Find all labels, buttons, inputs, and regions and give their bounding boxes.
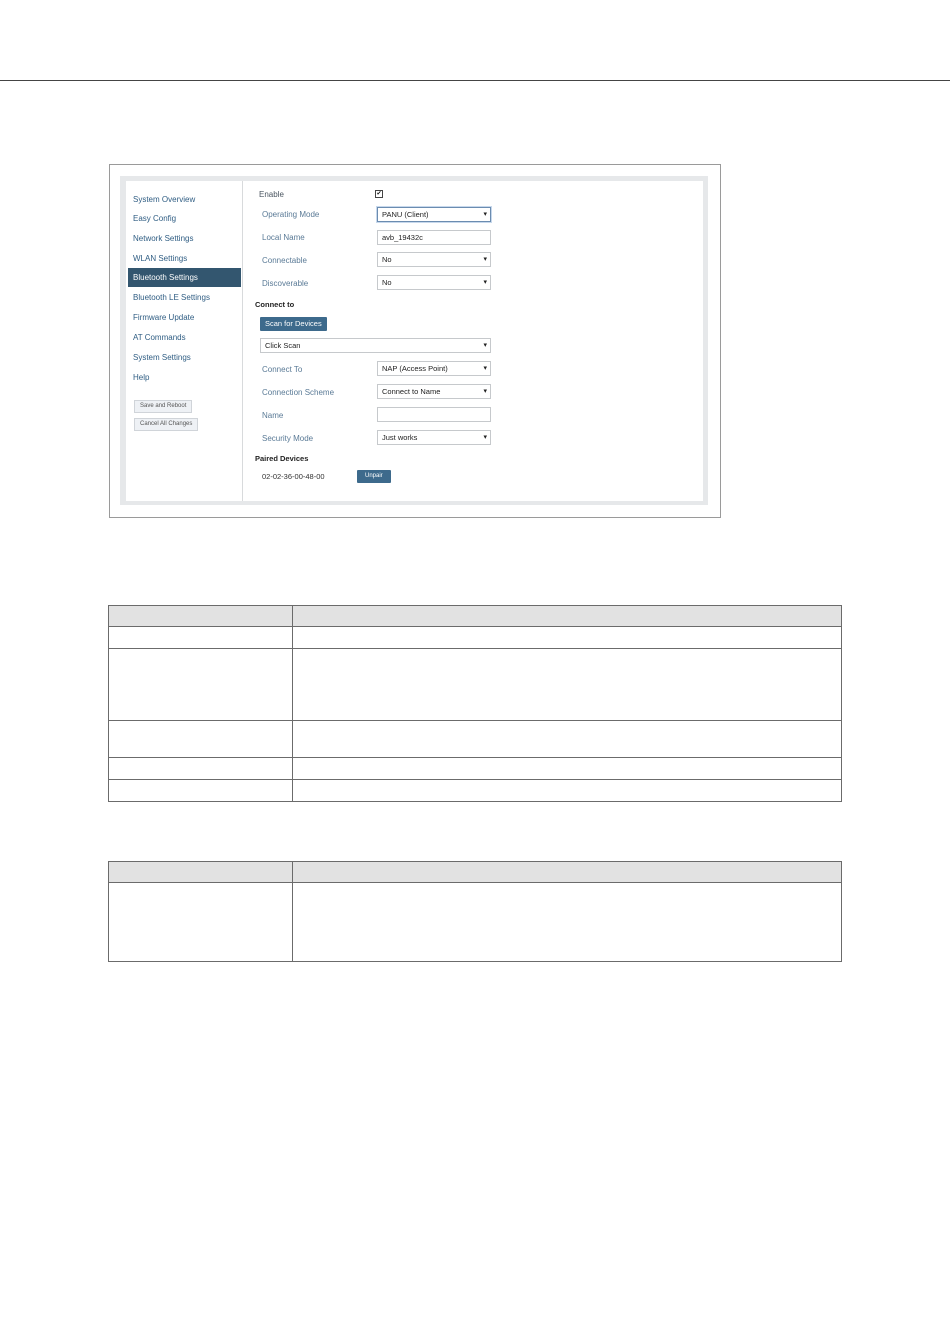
table-cell	[293, 883, 842, 962]
table-cell	[109, 649, 293, 721]
table-header-cell	[109, 606, 293, 627]
operating-mode-label: Operating Mode	[262, 210, 320, 219]
table-header-row	[109, 862, 842, 883]
connection-scheme-select[interactable]: Connect to Name ▾	[377, 384, 491, 399]
table-cell	[109, 780, 293, 802]
paired-device-address: 02-02-36-00-48-00	[262, 472, 325, 481]
table-cell	[109, 721, 293, 758]
web-config-app	[126, 181, 703, 501]
connect-to-label: Connect To	[262, 365, 303, 374]
sidebar-item-system-settings[interactable]: System Settings	[133, 353, 191, 362]
unpair-button[interactable]: Unpair	[357, 470, 391, 483]
sidebar	[126, 181, 243, 501]
table-header-cell	[293, 606, 842, 627]
local-name-label: Local Name	[262, 233, 305, 242]
sidebar-item-network-settings[interactable]: Network Settings	[133, 234, 194, 243]
operating-mode-select[interactable]: PANU (Client) ▾	[377, 207, 491, 222]
sidebar-item-bluetooth-le-settings[interactable]: Bluetooth LE Settings	[133, 293, 210, 302]
connect-to-select[interactable]: NAP (Access Point) ▾	[377, 361, 491, 376]
table-cell	[109, 758, 293, 780]
connect-to-heading: Connect to	[255, 300, 295, 309]
sidebar-item-wlan-settings[interactable]: WLAN Settings	[133, 254, 188, 263]
sidebar-item-system-overview[interactable]: System Overview	[133, 195, 196, 204]
discoverable-select[interactable]: No ▾	[377, 275, 491, 290]
name-input[interactable]	[377, 407, 491, 422]
table-cell	[293, 627, 842, 649]
sidebar-item-easy-config[interactable]: Easy Config	[133, 214, 177, 223]
table-header-cell	[109, 862, 293, 883]
page-header-rule	[0, 80, 950, 81]
scan-results-select[interactable]: Click Scan ▾	[260, 338, 491, 353]
connectable-select[interactable]: No ▾	[377, 252, 491, 267]
enable-checkbox[interactable]: ✔	[376, 191, 382, 197]
table-row	[109, 649, 842, 721]
table-header-row	[109, 606, 842, 627]
table-row	[109, 627, 842, 649]
paired-devices-heading: Paired Devices	[255, 454, 309, 463]
settings-table-2	[108, 861, 842, 962]
table-cell	[293, 758, 842, 780]
discoverable-label: Discoverable	[262, 279, 309, 288]
enable-label: Enable	[259, 190, 284, 199]
security-mode-select[interactable]: Just works ▾	[377, 430, 491, 445]
local-name-input[interactable]: avb_19432c	[377, 230, 491, 245]
connectable-label: Connectable	[262, 256, 307, 265]
table-row	[109, 758, 842, 780]
security-mode-label: Security Mode	[262, 434, 314, 443]
bluetooth-settings-panel	[242, 181, 703, 501]
table-row	[109, 883, 842, 962]
table-cell	[293, 780, 842, 802]
connection-scheme-label: Connection Scheme	[262, 388, 335, 397]
settings-table-1	[108, 605, 842, 802]
sidebar-item-help[interactable]: Help	[133, 373, 150, 382]
table-cell	[293, 649, 842, 721]
sidebar-item-bluetooth-settings[interactable]: Bluetooth Settings	[128, 268, 241, 287]
scan-for-devices-button[interactable]: Scan for Devices	[260, 317, 327, 331]
table-cell	[109, 883, 293, 962]
table-header-cell	[293, 862, 842, 883]
sidebar-item-at-commands[interactable]: AT Commands	[133, 333, 186, 342]
name-label: Name	[262, 411, 284, 420]
table-row	[109, 721, 842, 758]
sidebar-item-firmware-update[interactable]: Firmware Update	[133, 313, 195, 322]
table-row	[109, 780, 842, 802]
save-and-reboot-button[interactable]: Save and Reboot	[134, 400, 192, 413]
cancel-all-changes-button[interactable]: Cancel All Changes	[134, 418, 198, 431]
table-cell	[293, 721, 842, 758]
table-cell	[109, 627, 293, 649]
